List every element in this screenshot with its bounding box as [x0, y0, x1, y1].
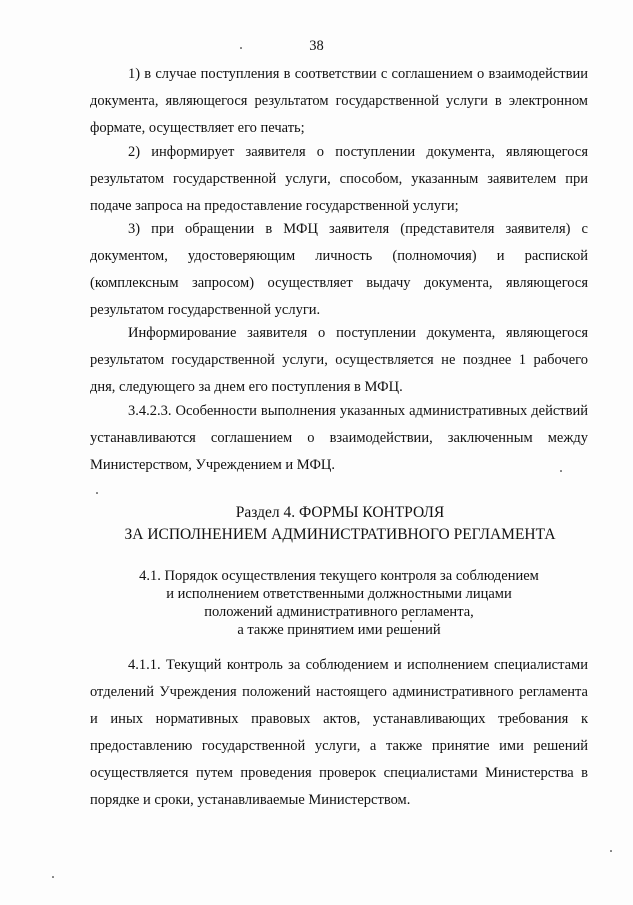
paragraph-3-4-2-3: 3.4.2.3. Особенности выполнения указанных административных действий устанавливаются соглашением о взаимодействии, заключенным между Министерством, Учреждением и МФЦ. — [90, 403, 588, 473]
subsection-heading — [90, 567, 588, 639]
section-heading-line-1: Раздел 4. ФОРМЫ КОНТРОЛЯ — [235, 504, 445, 521]
subsection-heading-line-4: а также принятием ими решений — [237, 622, 441, 638]
paragraph-informing: Информирование заявителя о поступлении документа, являющегося результатом государственной услуги, осуществляется не позднее 1 рабочего дня, следующего за днем его поступления в МФЦ. — [90, 325, 588, 395]
subsection-heading-line-3: положений административного регламента, — [204, 604, 474, 620]
paragraph-item-3: 3) при обращении в МФЦ заявителя (представителя заявителя) с документом, удостоверяющим личность (полномочия) и распиской (комплексным запросом) осуществляет выдачу документа, являющегося результатом государственной услуги. — [90, 221, 588, 318]
paragraph-4-1-1: 4.1.1. Текущий контроль за соблюдением и исполнением специалистами отделений Учреждения положений настоящего административного регламента и иных нормативных правовых актов, устанавливающих требования к предоставлению государственной услуги, а также принятие ими решений осуществляется путем проведения проверок специалистами Министерства в порядке и сроки, устанавливаемые Министерством. — [90, 657, 588, 808]
paragraph-item-2: 2) информирует заявителя о поступлении документа, являющегося результатом государственной услуги, способом, указанным заявителем при подаче запроса на предоставление государственной услуги; — [90, 144, 588, 214]
subsection-heading-line-2: и исполнением ответственными должностными лицами — [166, 586, 512, 602]
scan-speck — [560, 470, 562, 472]
subsection-heading-line-1: 4.1. Порядок осуществления текущего контроля за соблюдением — [139, 568, 539, 584]
scan-speck — [240, 47, 242, 49]
paragraph-item-1: 1) в случае поступления в соответствии с соглашением о взаимодействии документа, являющегося результатом государственной услуги в электронном формате, осуществляет его печать; — [90, 66, 588, 136]
section-heading-line-2: ЗА ИСПОЛНЕНИЕМ АДМИНИСТРАТИВНОГО РЕГЛАМЕНТА — [124, 526, 556, 543]
scan-speck — [52, 876, 54, 878]
scan-speck — [96, 492, 98, 494]
scan-speck — [610, 850, 612, 852]
section-heading — [60, 502, 620, 546]
page-number: 38 — [309, 38, 324, 54]
scan-speck — [410, 620, 412, 622]
